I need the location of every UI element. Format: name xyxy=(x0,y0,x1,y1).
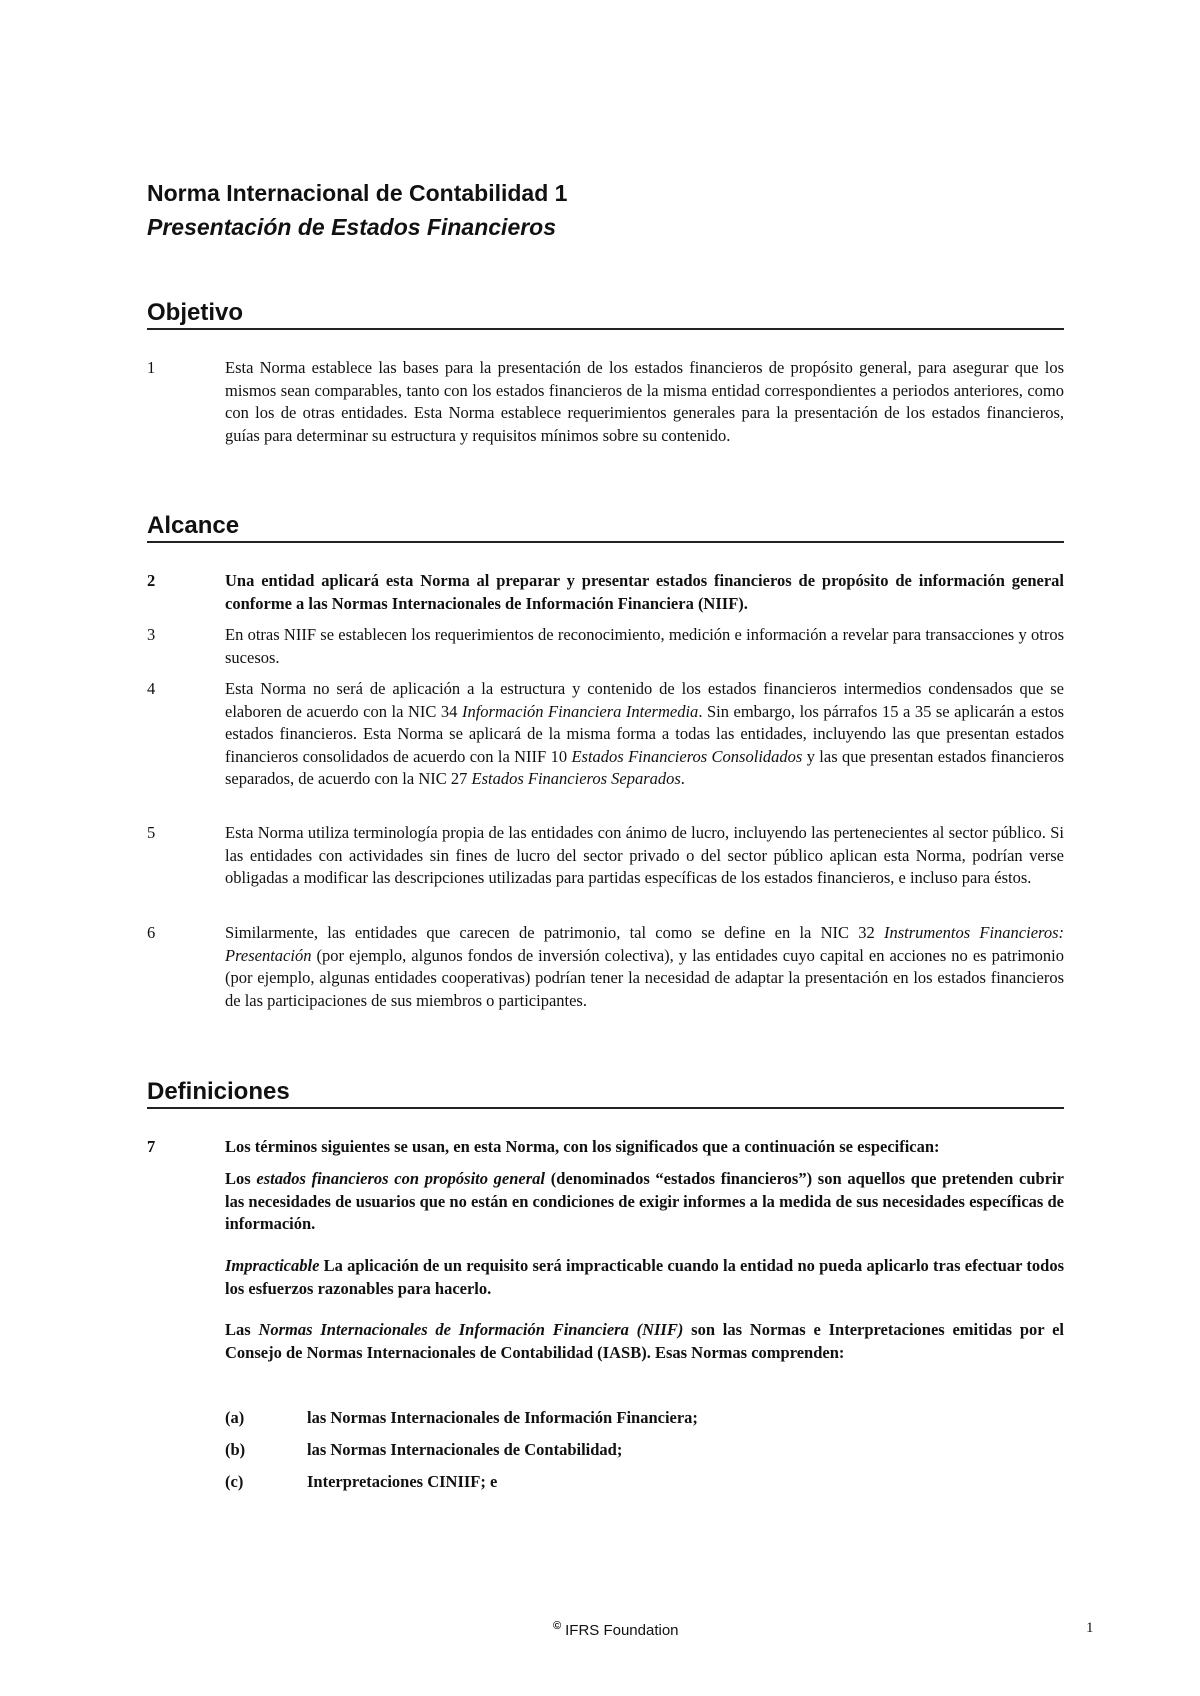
definition-estados-financieros: Los estados financieros con propósito general (denominados “estados financieros”) son aquellos que pretenden cubrir las necesidades de usuarios que no están en condiciones de exigir informes a la medida de sus necesidades específicas de información. xyxy=(225,1169,1064,1233)
paragraph-2 xyxy=(147,570,1064,615)
paragraph-number: 7 xyxy=(147,1137,156,1156)
paragraph-number: 4 xyxy=(147,679,156,698)
list-item-c xyxy=(225,1471,497,1494)
definition-niif: Las Normas Internacionales de Información Financiera (NIIF) son las Normas e Interpretaciones emitidas por el Consejo de Normas Internacionales de Contabilidad (IASB). Esas Normas comprenden: xyxy=(225,1320,1064,1362)
paragraph-number: 1 xyxy=(147,358,156,377)
paragraph-text: Similarmente, las entidades que carecen de patrimonio, tal como se define en la NIC 32 Instrumentos Financieros: Presentación (por ejemplo, algunos fondos de inversión colectiva), y las entidades cuyo capital en acciones no es patrimonio (por ejemplo, algunas entidades cooperativas) podrían tener la necesidad de adaptar la presentación en los estados financieros de las participaciones de sus miembros o participantes. xyxy=(225,923,1064,1010)
section-heading-definiciones: Definiciones xyxy=(147,1077,1064,1109)
list-label: (c) xyxy=(225,1472,244,1491)
paragraph-number: 5 xyxy=(147,823,156,842)
copyright-icon: © xyxy=(553,1620,562,1632)
paragraph-text: En otras NIIF se establecen los requerimientos de reconocimiento, medición e información a revelar para transacciones y otros sucesos. xyxy=(225,625,1064,667)
paragraph-text: Los términos siguientes se usan, en esta Norma, con los significados que a continuación se especifican: xyxy=(225,1137,940,1156)
paragraph-6 xyxy=(147,922,1064,1012)
document-title: Norma Internacional de Contabilidad 1 xyxy=(147,180,568,206)
paragraph-3 xyxy=(147,624,1064,669)
paragraph-text: Esta Norma no será de aplicación a la estructura y contenido de los estados financieros intermedios condensados que se elaboren de acuerdo con la NIC 34 Información Financiera Intermedia. Sin embargo, los párrafos 15 a 35 se aplicarán a estos estados financieros. Esta Norma se aplicará de la misma forma a todas las entidades, incluyendo las que presentan estados financieros consolidados de acuerdo con la NIIF 10 Estados Financieros Consolidados y las que presentan estados financieros separados, de acuerdo con la NIC 27 Estados Financieros Separados. xyxy=(225,679,1064,788)
section-heading-alcance: Alcance xyxy=(147,511,1064,543)
paragraph-5 xyxy=(147,822,1064,890)
section-heading-objetivo: Objetivo xyxy=(147,298,1064,330)
list-label: (b) xyxy=(225,1440,246,1459)
paragraph-7 xyxy=(147,1136,1064,1159)
list-text: las Normas Internacionales de Información Financiera; xyxy=(307,1408,698,1427)
paragraph-number: 2 xyxy=(147,571,156,590)
document-subtitle: Presentación de Estados Financieros xyxy=(147,214,557,240)
title-block xyxy=(147,176,567,244)
list-label: (a) xyxy=(225,1408,245,1427)
list-item-b xyxy=(225,1439,622,1462)
paragraph-text: Esta Norma establece las bases para la presentación de los estados financieros de propósito general, para asegurar que los mismos sean comparables, tanto con los estados financieros de la misma entidad correspondientes a periodos anteriores, como con los de otras entidades. Esta Norma establece requerimientos generales para la presentación de los estados financieros, guías para determinar su estructura y requisitos mínimos sobre su contenido. xyxy=(225,358,1064,445)
list-text: las Normas Internacionales de Contabilidad; xyxy=(307,1440,623,1459)
paragraph-1 xyxy=(147,357,1064,447)
list-item-a xyxy=(225,1407,698,1430)
page-number: 1 xyxy=(1086,1620,1094,1636)
paragraph-number: 6 xyxy=(147,923,156,942)
definition-impracticable: Impracticable La aplicación de un requisito será impracticable cuando la entidad no pueda aplicarlo tras efectuar todos los esfuerzos razonables para hacerlo. xyxy=(225,1256,1064,1298)
list-text: Interpretaciones CINIIF; e xyxy=(307,1472,498,1491)
paragraph-4 xyxy=(147,678,1064,791)
paragraph-text: Una entidad aplicará esta Norma al preparar y presentar estados financieros de propósito de información general conforme a las Normas Internacionales de Información Financiera (NIIF). xyxy=(225,571,1064,613)
paragraph-number: 3 xyxy=(147,625,156,644)
footer-publisher: © IFRS Foundation xyxy=(553,1620,679,1639)
paragraph-text: Esta Norma utiliza terminología propia de las entidades con ánimo de lucro, incluyendo las pertenecientes al sector público. Si las entidades con actividades sin fines de lucro del sector privado o del sector público aplican esta Norma, podrían verse obligadas a modificar las descripciones utilizadas para partidas específicas de los estados financieros, e incluso para éstos. xyxy=(225,823,1064,887)
